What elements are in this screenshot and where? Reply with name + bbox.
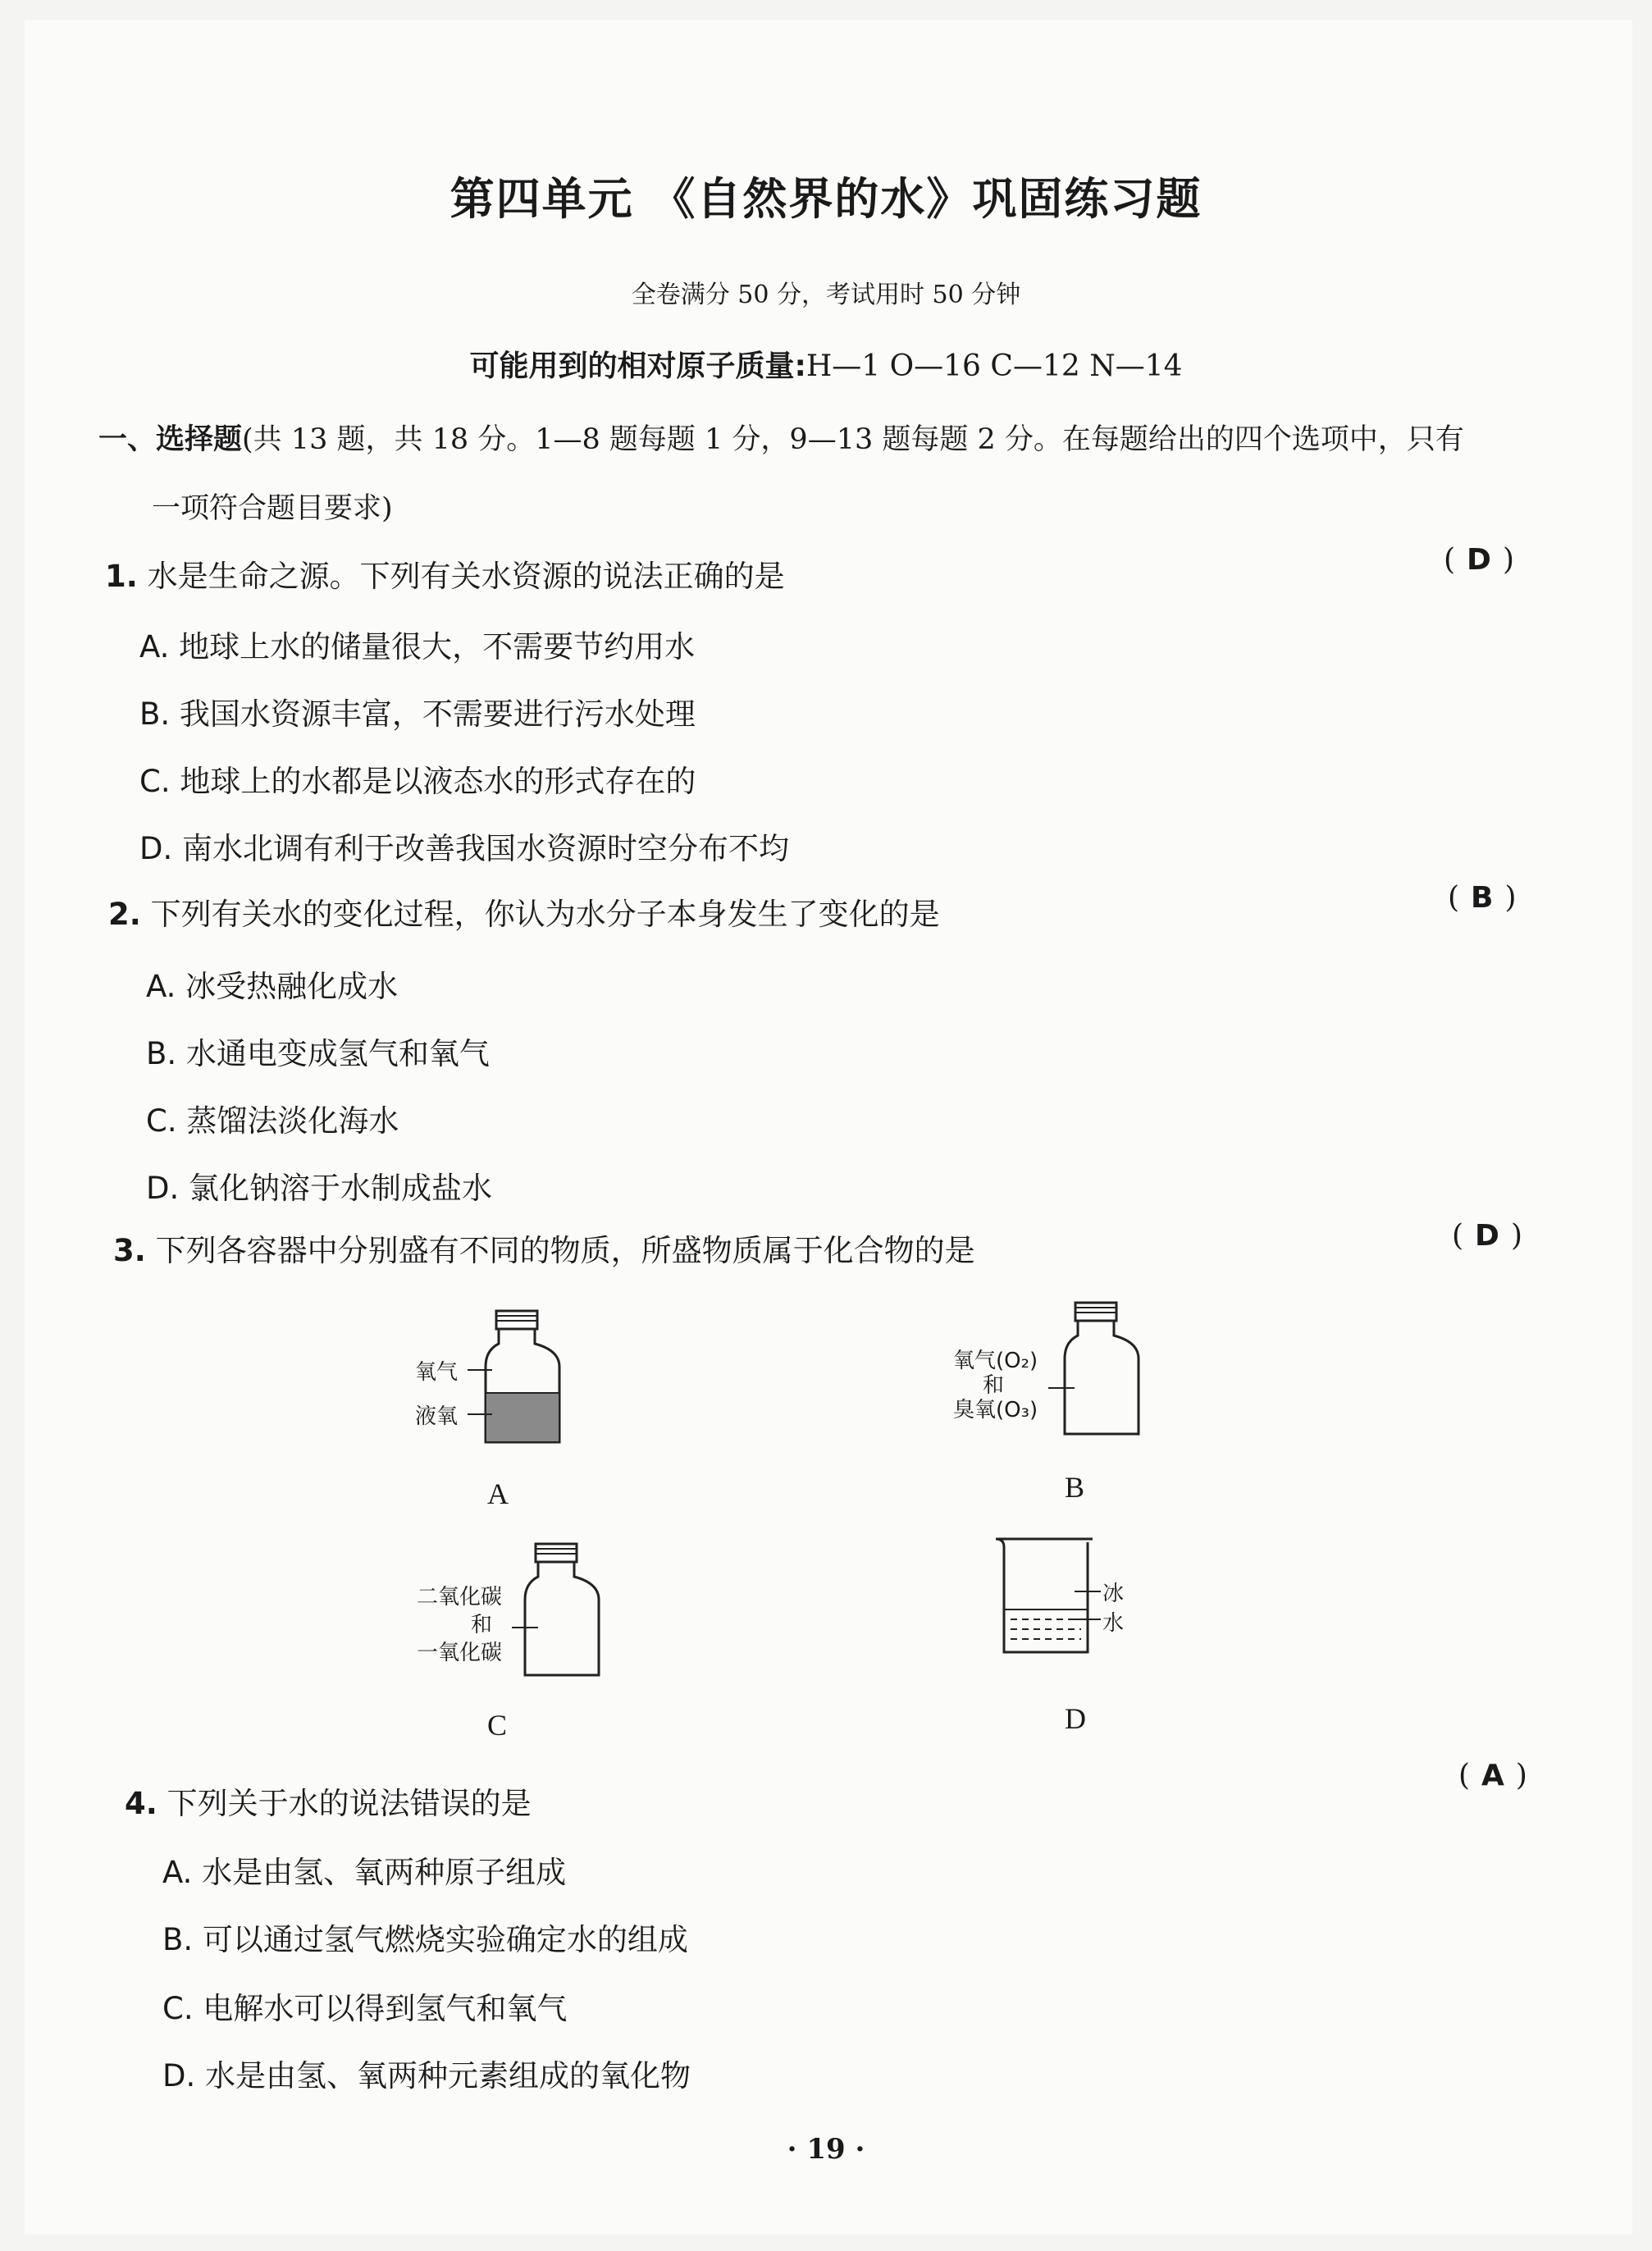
figure-label: 和 — [471, 1613, 493, 1637]
figure-label: 液氧 — [415, 1404, 459, 1429]
option-b: B. 水通电变成氢气和氧气 — [146, 1036, 490, 1071]
question-2 — [108, 889, 940, 934]
question-number: 1. — [105, 559, 138, 594]
option-b: B. 我国水资源丰富，不需要进行污水处理 — [139, 696, 696, 732]
answer: D — [1467, 543, 1491, 577]
option-d: D. 氯化钠溶于水制成盐水 — [146, 1171, 493, 1206]
question-stem: 下列各容器中分别盛有不同的物质，所盛物质属于化合物的是 — [155, 1233, 975, 1268]
question-number: 2. — [108, 897, 141, 932]
figure-caption: B — [1065, 1471, 1085, 1504]
beaker-d-illustration — [993, 1534, 1107, 1657]
exam-info: 全卷满分 50 分，考试用时 50 分钟 — [631, 281, 1021, 309]
option-c: C. 电解水可以得到氢气和氧气 — [162, 1991, 568, 2026]
option-a: A. 水是由氢、氧两种原子组成 — [162, 1855, 567, 1890]
bottle-a-illustration — [484, 1304, 574, 1444]
figure-label: 氧气 — [415, 1360, 459, 1385]
figure-label: 和 — [983, 1373, 1005, 1398]
option-c: C. 地球上的水都是以液态水的形式存在的 — [139, 764, 696, 799]
figure-label: 二氧化碳 — [417, 1585, 503, 1609]
answer: B — [1471, 881, 1494, 915]
figure-label: 冰 — [1102, 1582, 1125, 1606]
question-stem: 下列关于水的说法错误的是 — [167, 1786, 532, 1821]
option-d: D. 南水北调有利于改善我国水资源时空分布不均 — [139, 831, 790, 866]
figure-caption: D — [1065, 1702, 1086, 1735]
option-c: C. 蒸馏法淡化海水 — [146, 1103, 399, 1139]
atomic-mass-values: H—1 O—16 C—12 N—14 — [805, 349, 1183, 383]
option-a: A. 地球上水的储量很大，不需要节约用水 — [139, 629, 696, 664]
bottle-b-illustration — [1063, 1296, 1153, 1436]
question-stem: 下列有关水的变化过程，你认为水分子本身发生了变化的是 — [150, 897, 940, 932]
question-number: 4. — [125, 1786, 157, 1821]
answer-box: ( B ) — [1448, 881, 1517, 915]
answer: A — [1481, 1759, 1504, 1792]
question-1 — [105, 551, 785, 596]
figure-label: 氧气(O₂) — [953, 1349, 1038, 1373]
answer-box: ( A ) — [1458, 1759, 1527, 1792]
option-a: A. 冰受热融化成水 — [146, 969, 399, 1004]
section-heading-line — [98, 417, 1464, 458]
figure-label: 臭氧(O₃) — [953, 1398, 1038, 1422]
question-4 — [125, 1778, 532, 1823]
atomic-mass-label: 可能用到的相对原子质量: — [469, 349, 806, 383]
figure-caption: A — [487, 1477, 509, 1510]
answer: D — [1475, 1219, 1499, 1253]
page-number: · 19 · — [787, 2133, 865, 2166]
answer-box: ( D ) — [1444, 543, 1514, 577]
atomic-mass-line — [0, 343, 1652, 385]
section-note: (共 13 题，共 18 分。1—8 题每题 1 分，9—13 题每题 2 分。在每题给出的四个选项中，只有 — [242, 423, 1464, 456]
bottle-c-illustration — [523, 1537, 614, 1677]
question-stem: 水是生命之源。下列有关水资源的说法正确的是 — [147, 559, 785, 594]
page-title: 第四单元 《自然界的水》巩固练习题 — [450, 172, 1202, 225]
figure-label: 水 — [1102, 1611, 1125, 1636]
section-heading: 一、选择题 — [98, 423, 243, 456]
answer-box: ( D ) — [1452, 1219, 1522, 1253]
section-note-line2: 一项符合题目要求) — [152, 492, 393, 525]
option-d: D. 水是由氢、氧两种元素组成的氧化物 — [162, 2058, 691, 2093]
figure-label: 一氧化碳 — [417, 1641, 503, 1665]
figure-caption: C — [487, 1709, 508, 1742]
question-number: 3. — [113, 1233, 146, 1268]
question-3 — [113, 1226, 975, 1270]
option-b: B. 可以通过氢气燃烧实验确定水的组成 — [162, 1922, 688, 1957]
